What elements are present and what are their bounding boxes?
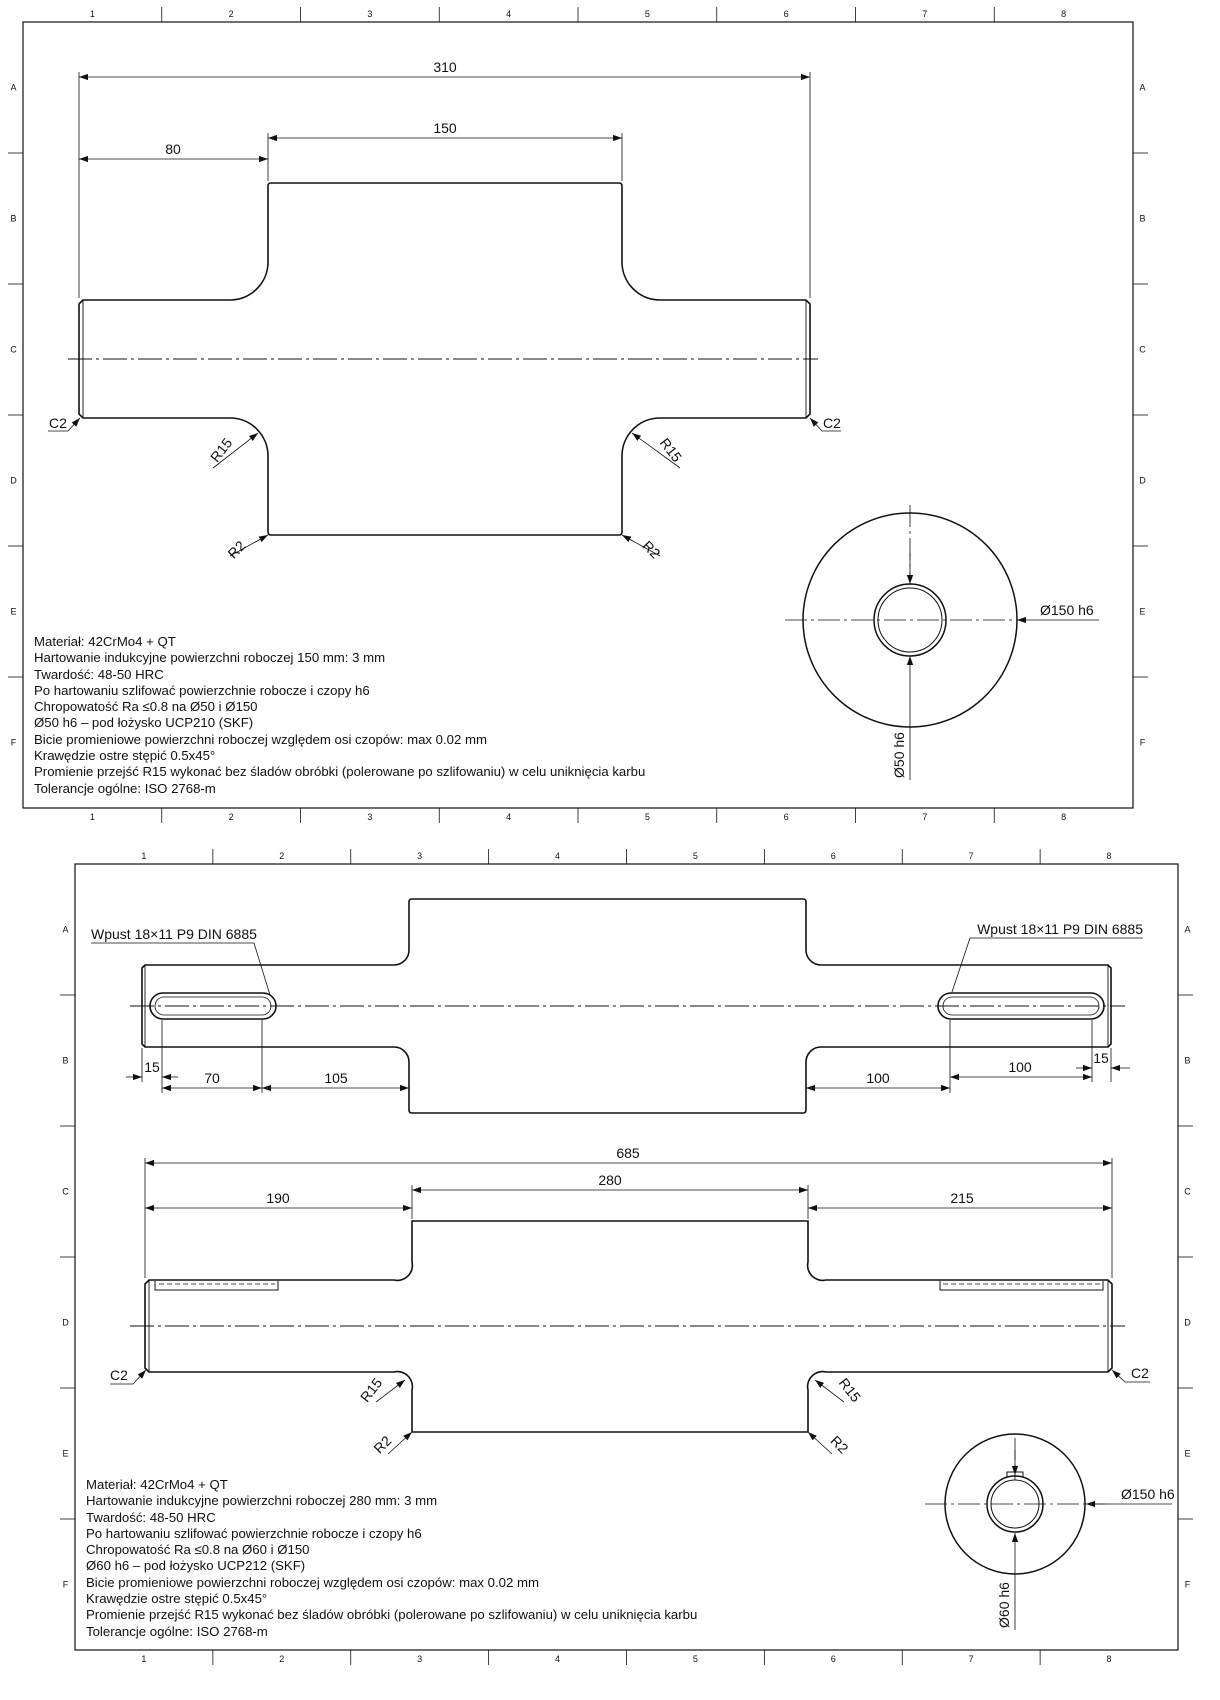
keyway-left-hidden bbox=[155, 1281, 278, 1290]
grid-col-label: 8 bbox=[1106, 1654, 1112, 1664]
grid-row-label: E bbox=[10, 606, 17, 617]
grid-col-label: 8 bbox=[1061, 812, 1067, 822]
dia-body: Ø150 h6 bbox=[1040, 602, 1094, 618]
grid-col-label: 2 bbox=[279, 1654, 285, 1664]
grid-col-label: 7 bbox=[968, 851, 974, 861]
edge-radius-right: R2 bbox=[827, 1432, 852, 1457]
grid-row-label: A bbox=[1139, 82, 1146, 93]
grid-col-label: 3 bbox=[417, 851, 423, 861]
radius-right: R15 bbox=[835, 1374, 865, 1405]
dim-key-left-offset: 15 bbox=[144, 1059, 160, 1075]
grid-col-label: 4 bbox=[506, 9, 512, 19]
grid-row-label: E bbox=[62, 1448, 69, 1459]
note-line: Krawędzie ostre stępić 0.5x45° bbox=[86, 1591, 268, 1607]
grid-row-label: E bbox=[1184, 1448, 1191, 1459]
grid-col-label: 5 bbox=[644, 812, 650, 822]
grid-col-label: 6 bbox=[830, 1654, 836, 1664]
note-line: Twardość: 48-50 HRC bbox=[34, 666, 164, 682]
edge-radius-left: R2 bbox=[370, 1432, 395, 1457]
grid-col-label: 6 bbox=[830, 851, 836, 861]
edge-radius-right: R2 bbox=[639, 537, 664, 562]
note-line: Hartowanie indukcyjne powierzchni roboczej 280 mm: 3 mm bbox=[86, 1493, 438, 1509]
grid-row-label: D bbox=[62, 1317, 69, 1328]
grid-row-label: C bbox=[62, 1186, 69, 1197]
grid-col-label: 5 bbox=[692, 851, 698, 861]
grid-row-label: F bbox=[62, 1579, 69, 1590]
chamfer-left: C2 bbox=[49, 415, 67, 431]
note-line: Chropowatość Ra ≤0.8 na Ø50 i Ø150 bbox=[34, 699, 258, 715]
grid-col-label: 2 bbox=[228, 812, 234, 822]
grid-col-label: 2 bbox=[228, 9, 234, 19]
dim-shoulder: 80 bbox=[165, 141, 181, 157]
keyway-right-hidden bbox=[940, 1281, 1103, 1290]
dim-key-right-gap: 100 bbox=[866, 1070, 890, 1086]
grid-col-label: 4 bbox=[506, 812, 512, 822]
grid-col-label: 8 bbox=[1061, 9, 1067, 19]
grid-row-label: C bbox=[1139, 344, 1146, 355]
grid-row-label: A bbox=[10, 82, 17, 93]
radius-right: R15 bbox=[656, 434, 686, 465]
grid-col-label: 1 bbox=[89, 9, 95, 19]
grid-row-label: F bbox=[1139, 737, 1146, 748]
leader-keyway-left bbox=[91, 943, 270, 995]
note-line: Materiał: 42CrMo4 + QT bbox=[86, 1477, 228, 1492]
grid-col-label: 3 bbox=[367, 812, 373, 822]
dim-left-journal: 190 bbox=[266, 1190, 290, 1206]
grid-row-label: F bbox=[10, 737, 17, 748]
grid-col-label: 8 bbox=[1106, 851, 1112, 861]
note-line: Materiał: 42CrMo4 + QT bbox=[34, 634, 176, 649]
dim-body: 150 bbox=[433, 120, 457, 136]
shaft-side-view bbox=[145, 1221, 1112, 1432]
note-line: Ø60 h6 – pod łożysko UCP212 (SKF) bbox=[86, 1558, 306, 1574]
grid-col-label: 4 bbox=[555, 1654, 561, 1664]
grid-row-label: F bbox=[1184, 1579, 1191, 1590]
grid-row-label: A bbox=[62, 924, 69, 935]
grid-row-label: B bbox=[1139, 213, 1146, 224]
dim-body: 280 bbox=[598, 1172, 622, 1188]
grid-col-label: 3 bbox=[417, 1654, 423, 1664]
grid-row-label: D bbox=[1184, 1317, 1191, 1328]
note-line: Ø50 h6 – pod łożysko UCP210 (SKF) bbox=[34, 715, 254, 731]
dim-right-journal: 215 bbox=[950, 1190, 974, 1206]
grid-col-label: 7 bbox=[968, 1654, 974, 1664]
grid-row-label: C bbox=[1184, 1186, 1191, 1197]
note-line: Tolerancje ogólne: ISO 2768-m bbox=[86, 1623, 268, 1639]
grid-row-label: D bbox=[1139, 475, 1146, 486]
dim-key-right-offset: 15 bbox=[1093, 1050, 1109, 1066]
note-line: Tolerancje ogólne: ISO 2768-m bbox=[34, 780, 216, 796]
grid-col-label: 5 bbox=[644, 9, 650, 19]
dia-body: Ø150 h6 bbox=[1121, 1486, 1175, 1502]
radius-left: R15 bbox=[356, 1374, 386, 1405]
grid-col-label: 1 bbox=[141, 851, 147, 861]
grid-col-label: 5 bbox=[692, 1654, 698, 1664]
grid-row-label: B bbox=[62, 1055, 69, 1066]
dia-journal: Ø60 h6 bbox=[996, 1582, 1012, 1628]
grid-col-label: 7 bbox=[922, 812, 928, 822]
note-line: Bicie promieniowe powierzchni roboczej względem osi czopów: max 0.02 mm bbox=[34, 731, 487, 747]
sheet-2-notes bbox=[86, 1477, 697, 1640]
note-line: Promienie przejść R15 wykonać bez śladów obróbki (polerowane po szlifowaniu) w celu uniknięcia karbu bbox=[86, 1607, 698, 1623]
keyway-label-right: Wpust 18×11 P9 DIN 6885 bbox=[977, 921, 1143, 937]
note-line: Promienie przejść R15 wykonać bez śladów obróbki (polerowane po szlifowaniu) w celu uniknięcia karbu bbox=[34, 764, 646, 780]
grid-row-label: D bbox=[10, 475, 17, 486]
grid-col-label: 4 bbox=[555, 851, 561, 861]
grid-col-label: 6 bbox=[783, 9, 789, 19]
note-line: Hartowanie indukcyjne powierzchni roboczej 150 mm: 3 mm bbox=[34, 650, 386, 666]
dim-overall: 310 bbox=[433, 59, 457, 75]
note-line: Chropowatość Ra ≤0.8 na Ø60 i Ø150 bbox=[86, 1542, 310, 1558]
note-line: Twardość: 48-50 HRC bbox=[86, 1509, 216, 1525]
radius-left: R15 bbox=[206, 434, 236, 465]
grid-col-label: 1 bbox=[89, 812, 95, 822]
note-line: Krawędzie ostre stępić 0.5x45° bbox=[34, 748, 216, 764]
chamfer-right: C2 bbox=[823, 415, 841, 431]
dim-key-left-len: 70 bbox=[204, 1070, 220, 1086]
sheet-1-notes bbox=[34, 634, 645, 797]
dim-key-right-len: 100 bbox=[1008, 1059, 1032, 1075]
keyway-label-left: Wpust 18×11 P9 DIN 6885 bbox=[91, 926, 257, 942]
grid-col-label: 3 bbox=[367, 9, 373, 19]
chamfer-right: C2 bbox=[1131, 1365, 1149, 1381]
edge-radius-left: R2 bbox=[224, 537, 249, 562]
grid-col-label: 1 bbox=[141, 1654, 147, 1664]
note-line: Bicie promieniowe powierzchni roboczej względem osi czopów: max 0.02 mm bbox=[86, 1574, 539, 1590]
note-line: Po hartowaniu szlifować powierzchnie robocze i czopy h6 bbox=[86, 1525, 422, 1541]
grid-row-label: A bbox=[1184, 924, 1191, 935]
note-line: Po hartowaniu szlifować powierzchnie robocze i czopy h6 bbox=[34, 682, 370, 698]
grid-col-label: 6 bbox=[783, 812, 789, 822]
dim-key-left-gap: 105 bbox=[324, 1070, 348, 1086]
grid-row-label: E bbox=[1139, 606, 1146, 617]
grid-col-label: 7 bbox=[922, 9, 928, 19]
grid-col-label: 2 bbox=[279, 851, 285, 861]
grid-row-label: C bbox=[10, 344, 17, 355]
grid-row-label: B bbox=[10, 213, 17, 224]
chamfer-left: C2 bbox=[110, 1367, 128, 1383]
dim-overall: 685 bbox=[616, 1145, 640, 1161]
dia-journal: Ø50 h6 bbox=[891, 732, 907, 778]
grid-row-label: B bbox=[1184, 1055, 1191, 1066]
